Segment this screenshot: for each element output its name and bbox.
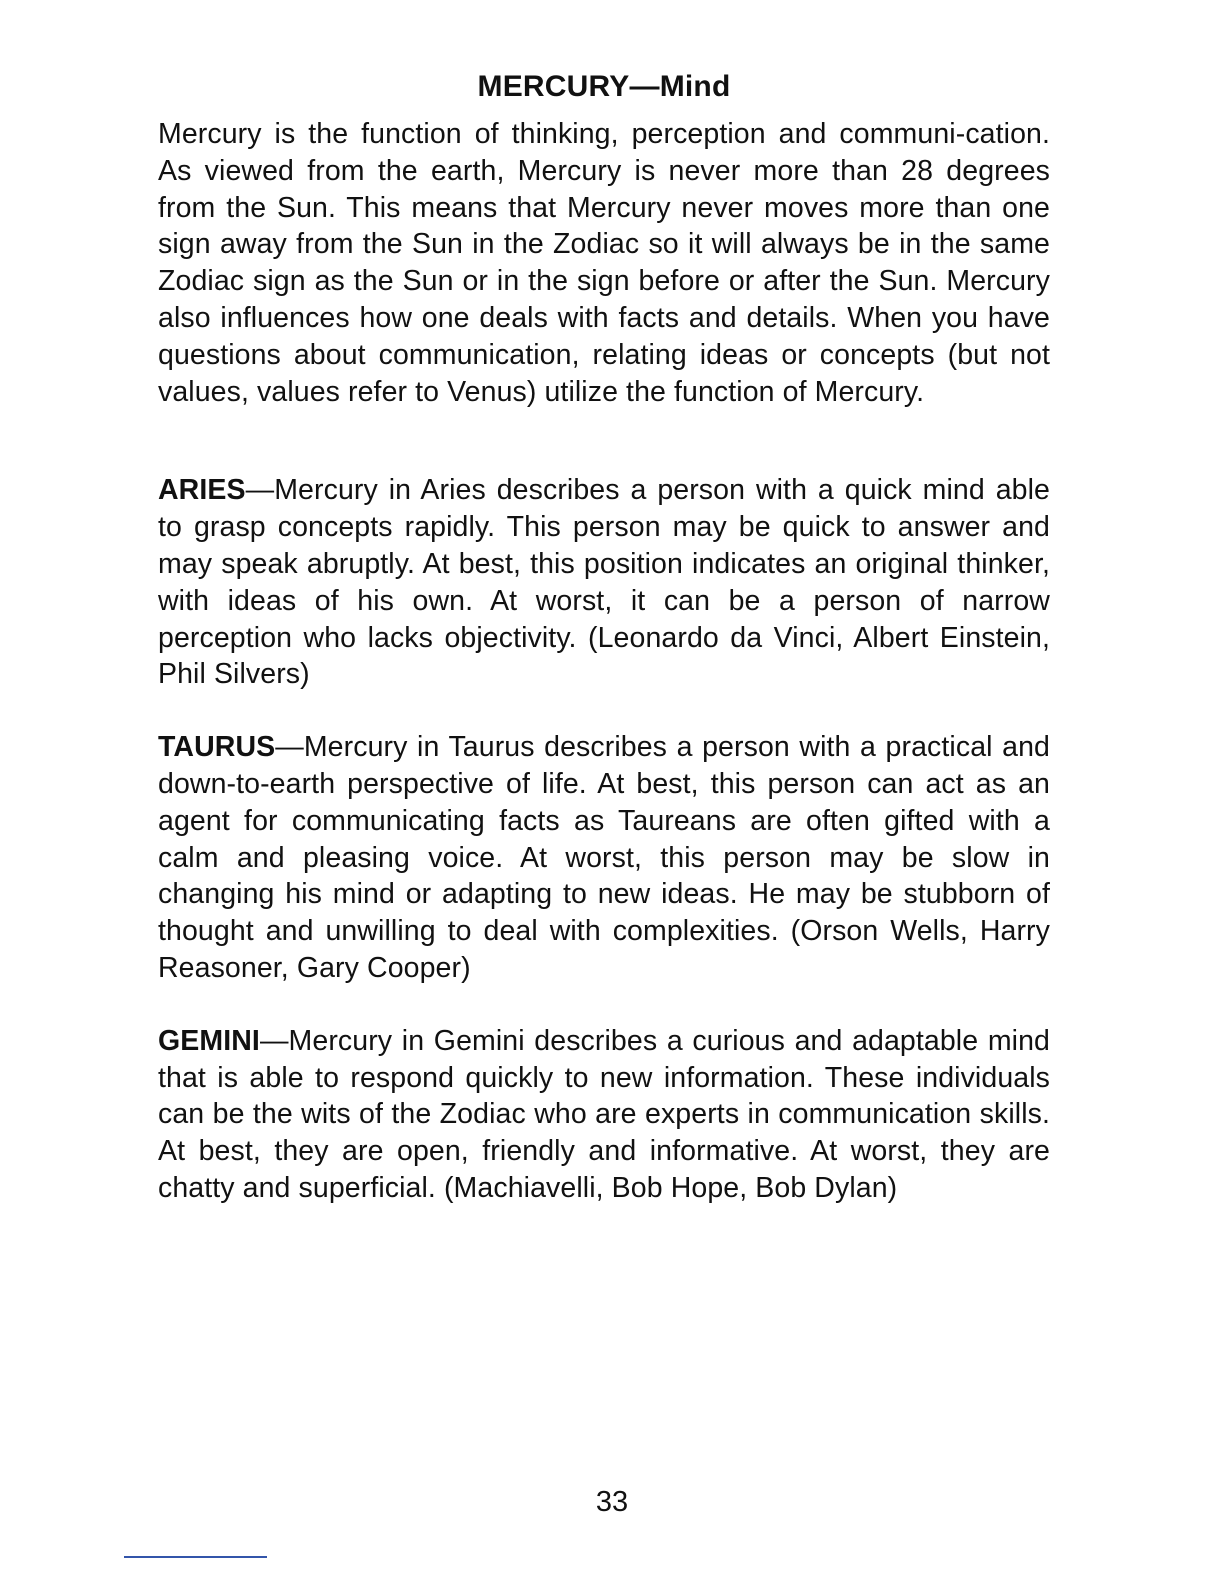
- section-taurus: [158, 729, 1050, 987]
- section-text-gemini: —Mercury in Gemini describes a curious and adaptable mind that is able to respond quickly to new information. These individuals can be the wits of the Zodiac who are experts in communication skills. At best, they are open, friendly and informative. At worst, they are chatty and superficial. (Machiavelli, Bob Hope, Bob Dylan): [158, 1024, 1050, 1204]
- page-content: [158, 68, 1050, 1243]
- section-gemini: [158, 1023, 1050, 1207]
- page-number: 33: [595, 1486, 629, 1518]
- section-text-aries: —Mercury in Aries describes a person with a quick mind able to grasp concepts rapidly. This person may be quick to answer and may speak abruptly. At best, this position indicates an original thinker, with ideas of his own. At worst, it can be a person of narrow perception who lacks objectivity. (Leonardo da Vinci, Albert Einstein, Phil Silvers): [158, 474, 1050, 691]
- sign-heading-gemini: GEMINI: [158, 1024, 260, 1057]
- sign-heading-aries: ARIES: [158, 474, 246, 507]
- page-title: MERCURY—Mind: [477, 70, 731, 103]
- section-text-taurus: —Mercury in Taurus describes a person with a practical and down-to-earth perspective of life. At best, this person can act as an agent for communicating facts as Taureans are often gifted with a calm and pleasing voice. At worst, this person may be slow in changing his mind or adapting to new ideas. He may be stubborn of thought and unwilling to deal with complexities. (Orson Wells, Harry Reasoner, Gary Cooper): [158, 731, 1050, 984]
- section-aries: [158, 472, 1050, 693]
- intro-paragraph: Mercury is the function of thinking, perception and communi-cation. As viewed from the earth, Mercury is never more than 28 degrees from the Sun. This means that Mercury never moves more than one sign away from the Sun in the Zodiac so it will always be in the same Zodiac sign as the Sun or in the sign before or after the Sun. Mercury also influences how one deals with facts and details. When you have questions about communication, relating ideas or concepts (but not values, values refer to Venus) utilize the function of Mercury.: [158, 118, 1050, 408]
- sign-heading-taurus: TAURUS: [158, 731, 276, 764]
- footer-rule: [124, 1556, 267, 1558]
